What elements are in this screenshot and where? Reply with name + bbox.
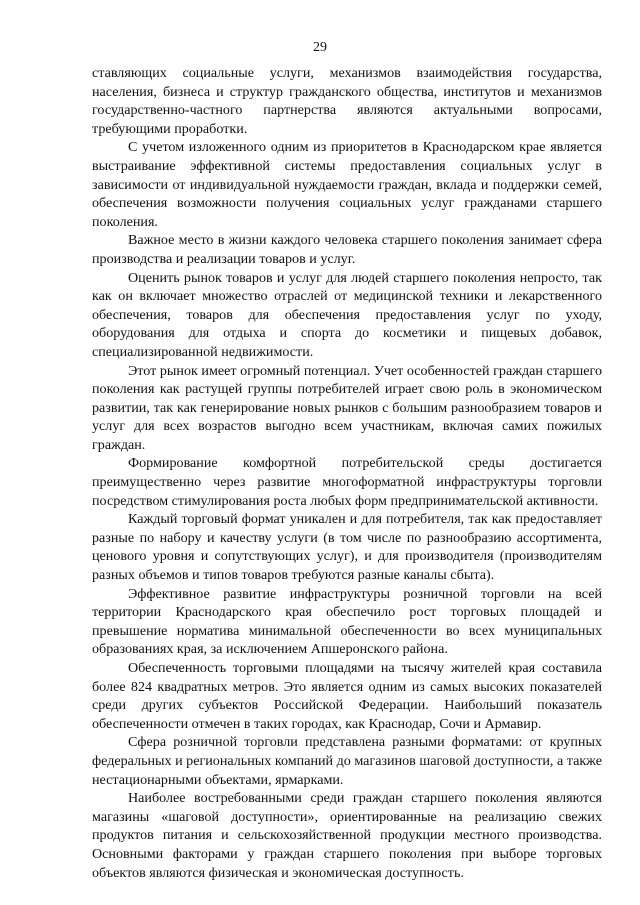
paragraph: ставляющих социальные услуги, механизмов взаимодействия государства, населения, бизнеса и структур гражданского общества, институтов и механизмов государственно-частного партнерства являются актуальными вопросами, требующими проработки. xyxy=(92,65,602,137)
paragraph: Оценить рынок товаров и услуг для людей старшего поколения непросто, так как он включает множество отраслей от медицинской техники и лекарственного обеспечения, товаров для обеспечения предоставления услуг по уходу, оборудования для отдыха и спорта до косметики и пищевых добавок, специализированной недвижимости. xyxy=(92,269,602,360)
paragraph: Наиболее востребованными среди граждан старшего поколения являются магазины «шаговой доступности», ориентированные на реализацию свежих продуктов питания и сельскохозяйственной продукции местного производства. Основными факторами у граждан старшего поколения при выборе торговых объектов являются физическая и экономическая доступность. xyxy=(92,790,602,881)
paragraph: Этот рынок имеет огромный потенциал. Учет особенностей граждан старшего поколения как растущей группы потребителей играет свою роль в экономическом развитии, так как генерирование новых рынков с большим разнообразием товаров и услуг для всех возрастов выгодно всем участникам, включая самих пожилых граждан. xyxy=(92,362,602,453)
document-body xyxy=(92,64,602,882)
paragraph: Важное место в жизни каждого человека старшего поколения занимает сфера производства и реализации товаров и услуг. xyxy=(92,232,602,267)
paragraph: Формирование комфортной потребительской среды достигается преимущественно через развитие многоформатной инфраструктуры торговли посредством стимулирования роста любых форм предпринимательской активности. xyxy=(92,455,602,509)
page-number: 29 xyxy=(313,40,327,55)
paragraph: С учетом изложенного одним из приоритетов в Краснодарском крае является выстраивание эффективной системы предоставления социальных услуг в зависимости от индивидуальной нуждаемости граждан, вклада и поддержки семей, обеспечения возможности получения социальных услуг гражданами старшего поколения. xyxy=(92,139,602,230)
paragraph: Каждый торговый формат уникален и для потребителя, так как предоставляет разные по набору и качеству услуги (в том числе по разнообразию ассортимента, ценового уровня и сопутствующих услуг), и для производителя (производителям разных объемов и типов товаров требуются разные каналы сбыта). xyxy=(92,511,602,584)
paragraph: Сфера розничной торговли представлена разными форматами: от крупных федеральных и региональных компаний до магазинов шаговой доступности, а также нестационарными объектами, ярмарками. xyxy=(92,734,602,788)
paragraph: Эффективное развитие инфраструктуры розничной торговли на всей территории Краснодарского края обеспечило рост торговых площадей и превышение норматива минимальной обеспеченности во всех муниципальных образованиях края, за исключением Апшеронского района. xyxy=(92,585,602,658)
paragraph: Обеспеченность торговыми площадями на тысячу жителей края составила более 824 квадратных метров. Это является одним из самых высоких показателей среди других субъектов Российской Федерации. Наибольший показатель обеспеченности отмечен в таких городах, как Краснодар, Сочи и Армавир. xyxy=(92,660,602,732)
